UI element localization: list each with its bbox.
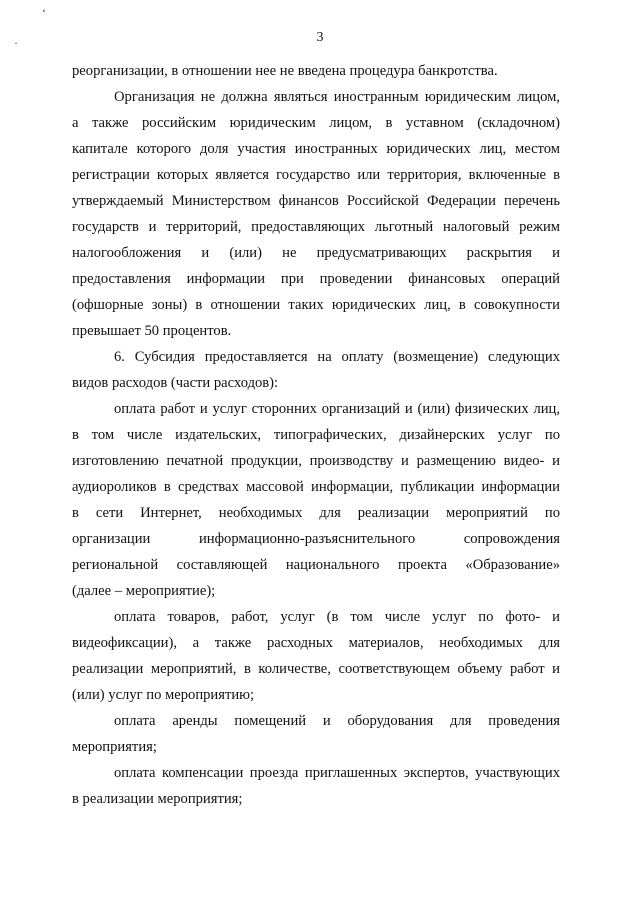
text-line: (или) услуг по мероприятию; bbox=[72, 687, 255, 703]
paragraph bbox=[72, 344, 560, 396]
text-line: реализации мероприятий, в количестве, соответствующем объему работ и bbox=[72, 661, 560, 677]
paragraph bbox=[72, 84, 560, 344]
text-line: в том числе издательских, типографических, дизайнерских услуг по bbox=[72, 427, 560, 443]
text-line: в сети Интернет, необходимых для реализации мероприятий по bbox=[72, 505, 560, 521]
text-line: видеофиксации), а также расходных материалов, необходимых для bbox=[72, 635, 560, 651]
text-line: государств и территорий, предоставляющих льготный налоговый режим bbox=[72, 219, 560, 235]
text-line: (далее – мероприятие); bbox=[72, 583, 216, 599]
text-line: предоставления информации при проведении финансовых операций bbox=[72, 271, 560, 287]
text-line: Организация не должна являться иностранным юридическим лицом, bbox=[114, 89, 560, 105]
text-line: реорганизации, в отношении нее не введена процедура банкротства. bbox=[72, 63, 498, 79]
text-line: регистрации которых является государство или территория, включенные в bbox=[72, 167, 560, 183]
paragraph bbox=[72, 760, 560, 812]
text-line: превышает 50 процентов. bbox=[72, 323, 232, 339]
text-line: утверждаемый Министерством финансов Российской Федерации перечень bbox=[72, 193, 560, 209]
text-line: региональной составляющей национального проекта «Образование» bbox=[72, 557, 560, 573]
text-line: оплата компенсации проезда приглашенных экспертов, участвующих bbox=[114, 765, 560, 781]
text-line: изготовлению печатной продукции, производству и размещению видео- и bbox=[72, 453, 560, 469]
text-line: (офшорные зоны) в отношении таких юридических лиц, в совокупности bbox=[72, 297, 560, 313]
scan-mark: · bbox=[14, 36, 18, 50]
text-line: оплата товаров, работ, услуг (в том числе услуг по фото- и bbox=[114, 609, 560, 625]
page-number: 3 bbox=[316, 30, 324, 45]
paragraph bbox=[72, 396, 560, 604]
text-line: а также российским юридическим лицом, в уставном (складочном) bbox=[72, 115, 560, 131]
text-line: капитале которого доля участия иностранных юридических лиц, местом bbox=[72, 141, 560, 157]
paragraph bbox=[72, 708, 560, 760]
paragraph bbox=[72, 58, 560, 84]
text-line: аудиороликов в средствах массовой информации, публикации информации bbox=[72, 479, 560, 495]
paragraph bbox=[72, 604, 560, 708]
text-line: оплата аренды помещений и оборудования для проведения bbox=[114, 713, 560, 729]
text-line: видов расходов (части расходов): bbox=[72, 375, 279, 391]
text-line: оплата работ и услуг сторонних организаций и (или) физических лиц, bbox=[114, 401, 560, 417]
text-line: организации информационно-разъяснительного сопровождения bbox=[72, 531, 560, 547]
document-body bbox=[72, 58, 560, 812]
text-line: в реализации мероприятия; bbox=[72, 791, 243, 807]
text-line: налогообложения и (или) не предусматривающих раскрытия и bbox=[72, 245, 560, 261]
scan-mark: ʻ bbox=[42, 6, 46, 20]
text-line: мероприятия; bbox=[72, 739, 157, 755]
text-line: 6. Субсидия предоставляется на оплату (возмещение) следующих bbox=[114, 349, 560, 365]
